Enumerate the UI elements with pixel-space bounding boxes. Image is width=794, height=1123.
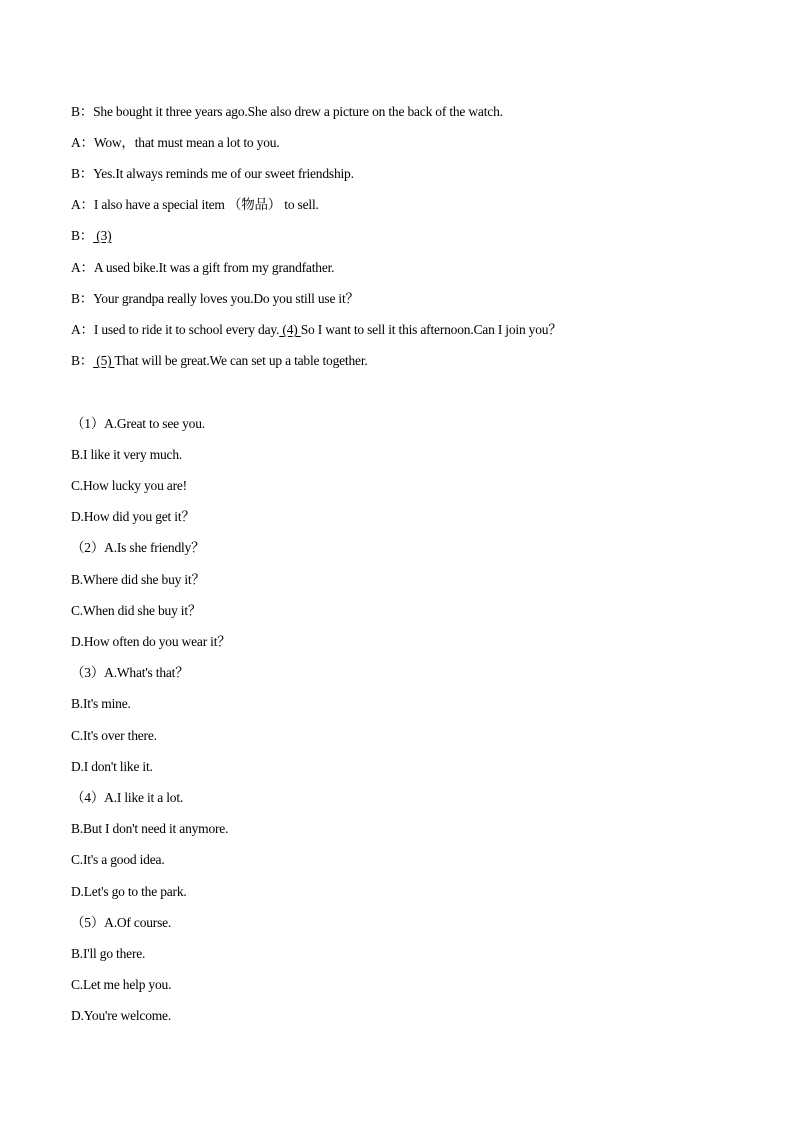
question-3-option-b: B.It's mine.	[71, 696, 131, 711]
dialogue-text: That will be great.We can set up a table together.	[114, 353, 368, 368]
dialogue-line	[71, 321, 562, 339]
speaker-label: A：	[71, 322, 94, 337]
question-number: （1）	[71, 416, 105, 431]
question-1-option-b: B.I like it very much.	[71, 447, 183, 462]
question-5-option-b: B.I'll go there.	[71, 946, 146, 961]
question-5-option-c: C.Let me help you.	[71, 977, 172, 992]
speaker-label: B：	[71, 228, 94, 243]
question-2-option-b: B.Where did she buy it？	[71, 572, 205, 587]
dialogue-line	[71, 227, 111, 245]
dialogue-line	[71, 103, 503, 121]
dialogue-line	[71, 352, 368, 370]
question-2-option-c: C.When did she buy it？	[71, 603, 202, 618]
dialogue-line	[71, 290, 359, 308]
question-number: （4）	[71, 790, 105, 805]
speaker-label: B：	[71, 353, 94, 368]
question-4-option-c: C.It's a good idea.	[71, 852, 165, 867]
option-text: A.What's that？	[104, 665, 189, 680]
option-text: A.I like it a lot.	[104, 790, 184, 805]
question-4-option-b: B.But I don't need it anymore.	[71, 821, 229, 836]
question-1-option-a	[71, 415, 205, 433]
question-5-option-a	[71, 914, 171, 932]
dialogue-text: Wow，that must mean a lot to you.	[93, 135, 280, 150]
option-text: A.Great to see you.	[104, 416, 205, 431]
answer-blank: (4)	[279, 322, 301, 337]
dialogue-line	[71, 196, 319, 214]
speaker-label: B：	[71, 291, 94, 306]
dialogue-text: So I want to sell it this afternoon.Can I join you？	[300, 322, 562, 337]
question-2-option-a	[71, 539, 204, 557]
speaker-label: A：	[71, 197, 94, 212]
speaker-label: B：	[71, 104, 94, 119]
dialogue-line	[71, 259, 334, 277]
question-number: （2）	[71, 540, 105, 555]
dialogue-text: I also have a special item （物品） to sell.	[93, 197, 319, 212]
question-4-option-d: D.Let's go to the park.	[71, 884, 187, 899]
dialogue-text: Your grandpa really loves you.Do you still use it？	[93, 291, 359, 306]
option-text: A.Of course.	[104, 915, 172, 930]
dialogue-text: Yes.It always reminds me of our sweet friendship.	[93, 166, 354, 181]
question-number: （5）	[71, 915, 105, 930]
dialogue-text: She bought it three years ago.She also drew a picture on the back of the watch.	[93, 104, 503, 119]
question-1-option-d: D.How did you get it？	[71, 509, 195, 524]
question-number: （3）	[71, 665, 105, 680]
answer-blank: (5)	[93, 353, 115, 368]
question-3-option-c: C.It's over there.	[71, 728, 157, 743]
speaker-label: A：	[71, 135, 94, 150]
dialogue-line	[71, 134, 279, 152]
question-3-option-a	[71, 664, 189, 682]
question-5-option-d: D.You're welcome.	[71, 1008, 172, 1023]
option-text: A.Is she friendly？	[104, 540, 205, 555]
answer-blank: (3)	[93, 228, 112, 243]
question-3-option-d: D.I don't like it.	[71, 759, 153, 774]
question-4-option-a	[71, 789, 183, 807]
question-1-option-c: C.How lucky you are!	[71, 478, 187, 493]
dialogue-text: I used to ride it to school every day.	[93, 322, 280, 337]
dialogue-text: A used bike.It was a gift from my grandfather.	[93, 260, 335, 275]
speaker-label: A：	[71, 260, 94, 275]
speaker-label: B：	[71, 166, 94, 181]
question-2-option-d: D.How often do you wear it？	[71, 634, 231, 649]
dialogue-line	[71, 165, 354, 183]
